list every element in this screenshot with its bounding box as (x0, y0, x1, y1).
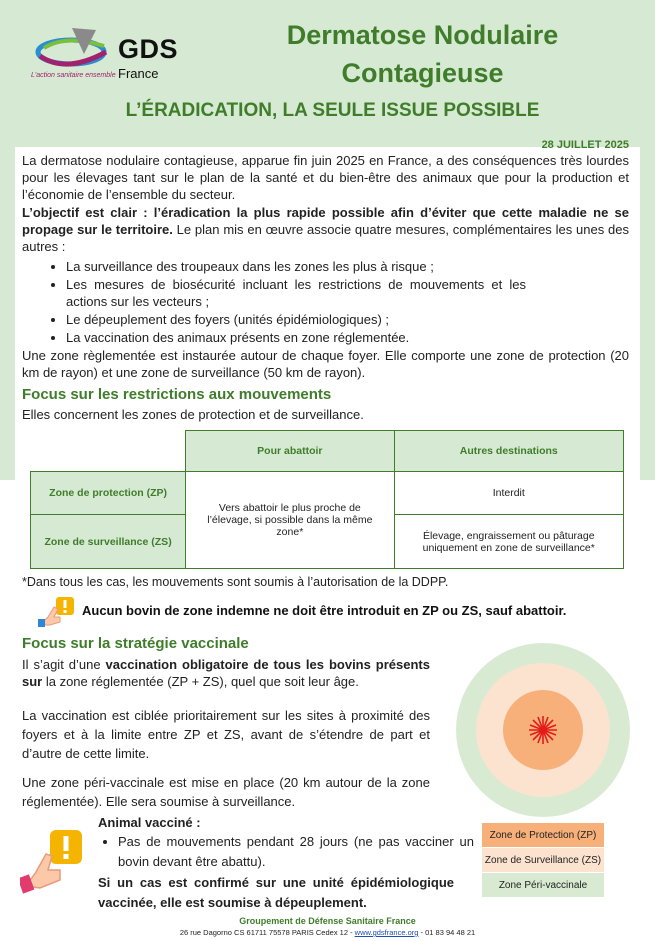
restrictions-table (30, 430, 624, 569)
animal-title: Animal vacciné : (98, 815, 201, 830)
legend-zp: Zone de Protection (ZP) (482, 823, 604, 847)
col-header-abattoir: Pour abattoir (186, 431, 394, 472)
footer-address (0, 928, 655, 937)
hand-warning-icon (20, 828, 86, 894)
list-item: • Le dépeuplement des foyers (unités épidémiologiques) ; (66, 311, 526, 328)
animal-list (98, 832, 474, 872)
side-strip-right (640, 147, 655, 480)
vaccination-heading: Focus sur la stratégie vaccinale (22, 635, 249, 652)
page-title (245, 16, 600, 92)
legend-peri: Zone Péri-vaccinale (482, 873, 604, 897)
col-header-autres: Autres destinations (394, 431, 623, 472)
zone-intro-paragraph: Une zone règlementée est instaurée autour de chaque foyer. Elle comporte une zone de protection (20 km de rayon) et une zone de surveillance (50 km de rayon). (22, 348, 629, 380)
vaccination-paragraph-3: Une zone péri-vaccinale est mise en place (20 km autour de la zone réglementée). Elle sera soumise à surveillance. (22, 775, 430, 809)
row-header-zp: Zone de protection (ZP) (31, 472, 186, 515)
objective-rest: Le plan mis en œuvre associe quatre mesures, complémentaires les unes des autres : (22, 222, 629, 254)
publication-date: 28 JUILLET 2025 (541, 139, 629, 151)
side-strip-left (0, 147, 15, 480)
list-item: • La surveillance des troupeaux dans les zones les plus à risque ; (66, 258, 526, 275)
zs-autres-cell: Élevage, engraissement ou pâturage uniquement en zone de surveillance* (394, 515, 623, 569)
objective-bold: L’objectif est clair : l’éradication la plus rapide possible afin d’éviter que cette maladie ne se propage sur le territoire. (22, 205, 629, 237)
list-item: • Pas de mouvements pendant 28 jours (ne pas vacciner un bovin devant être abattu). (118, 832, 474, 872)
table-footnote: *Dans tous les cas, les mouvements sont soumis à l’autorisation de la DDPP. (22, 575, 449, 589)
zp-autres-cell: Interdit (394, 472, 623, 515)
row-header-zs: Zone de surveillance (ZS) (31, 515, 186, 569)
footer-phone: - 01 83 94 48 21 (418, 928, 476, 937)
list-item: • Les mesures de biosécurité incluant les restrictions de mouvements et les actions sur les vecteurs ; (66, 276, 526, 310)
title-line-2: Contagieuse (341, 58, 504, 88)
title-line-1: Dermatose Nodulaire (286, 20, 559, 50)
final-statement: Si un cas est confirmé sur une unité épidémiologique vaccinée, elle est soumise à dépeuplement. (98, 875, 454, 910)
abattoir-cell: Vers abattoir le plus proche de l’élevage, si possible dans la même zone* (186, 472, 394, 569)
logo-tagline: L'action sanitaire ensemble (31, 72, 116, 79)
vaccination-paragraph-2: La vaccination est ciblée prioritairement sur les sites à proximité des foyers et à la limite entre ZP et ZS, avant de s’étendre de part et d’autre de cette limite. (22, 708, 430, 761)
footer-address-text: 26 rue Dagorno CS 61711 75578 PARIS Cedex 12 - (179, 928, 355, 937)
intro-paragraph: La dermatose nodulaire contagieuse, apparue fin juin 2025 en France, a des conséquences très lourdes pour les élevages tant sur le plan de la santé et du bien-être des animaux que pour la production et l’économie de l’ensemble du secteur. (22, 153, 629, 202)
zones-diagram (456, 643, 630, 817)
table-corner (31, 431, 186, 472)
footer-org: Groupement de Défense Sanitaire France (239, 916, 416, 926)
restrictions-intro: Elles concernent les zones de protection et de surveillance. (22, 407, 364, 422)
outbreak-star-icon (529, 716, 557, 744)
legend-zs: Zone de Surveillance (ZS) (482, 848, 604, 872)
objective-paragraph (22, 204, 629, 255)
vacc-p1-pre: Il s’agit d’une (22, 657, 106, 672)
logo-country: France (118, 66, 159, 81)
list-item: • La vaccination des animaux présents en zone réglementée. (66, 329, 526, 346)
page-subtitle: L’ÉRADICATION, LA SEULE ISSUE POSSIBLE (125, 100, 540, 121)
vacc-p1-bold: vaccination obligatoire de tous les bovins présents sur (22, 657, 430, 689)
warning-message: Aucun bovin de zone indemne ne doit être introduit en ZP ou ZS, sauf abattoir. (82, 603, 567, 618)
logo-name: GDS (118, 34, 179, 64)
vaccination-paragraph-1 (22, 656, 430, 690)
measures-list (22, 258, 526, 347)
website-link[interactable]: www.gdsfrance.org (354, 928, 419, 937)
vacc-p1-post: la zone réglementée (ZP + ZS), quel que soit leur âge. (42, 674, 359, 689)
restrictions-heading: Focus sur les restrictions aux mouvements (22, 386, 332, 403)
hand-warning-icon (38, 595, 76, 627)
